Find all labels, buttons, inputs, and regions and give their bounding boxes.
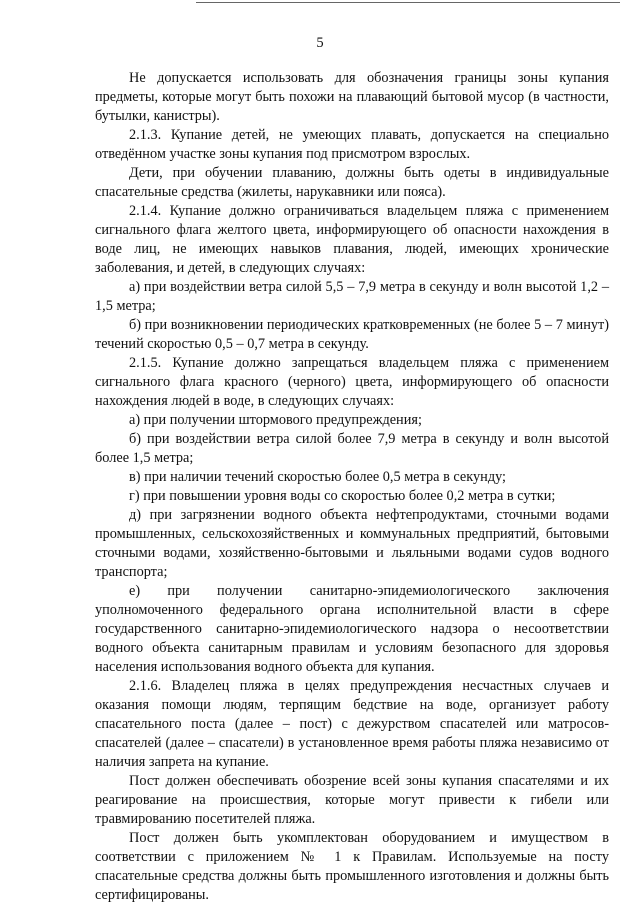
top-border-line [196, 2, 620, 3]
paragraph: 2.1.3. Купание детей, не умеющих плавать, допускается на специально отведённом участке зоны купания под присмотром взрослых. [95, 127, 609, 162]
paragraph: Пост должен обеспечивать обозрение всей зоны купания спасателями и их реагирование на происшествия, которые могут привести к гибели или травмированию посетителей пляжа. [95, 773, 609, 827]
paragraph: Дети, при обучении плаванию, должны быть одеты в индивидуальные спасательные средства (жилеты, нарукавники или пояса). [95, 165, 609, 200]
paragraph: а) при воздействии ветра силой 5,5 – 7,9 метра в секунду и волн высотой 1,2 – 1,5 метра; [95, 279, 609, 314]
paragraph: б) при возникновении периодических кратковременных (не более 5 – 7 минут) течений скоростью 0,5 – 0,7 метра в секунду. [95, 317, 609, 352]
paragraph: д) при загрязнении водного объекта нефтепродуктами, сточными водами промышленных, сельскохозяйственных и коммунальных предприятий, бытовыми сточными водами, хозяйственно-бытовыми и льяльными водами судов водного транспорта; [95, 507, 609, 580]
paragraph: 2.1.4. Купание должно ограничиваться владельцем пляжа с применением сигнального флага желтого цвета, информирующего об опасности нахождения в воде лиц, не имеющих навыков плавания, людей, имеющих хронические заболевания, и детей, в следующих случаях: [95, 203, 609, 276]
paragraph: 2.1.6. Владелец пляжа в целях предупреждения несчастных случаев и оказания помощи людям, терпящим бедствие на воде, организует работу спасательного поста (далее – пост) с дежурством спасателей или матросов-спасателей (далее – спасатели) в установленное время работы пляжа независимо от наличия запрета на купание. [95, 678, 609, 770]
paragraph: Не допускается использовать для обозначения границы зоны купания предметы, которые могут быть похожи на плавающий бытовой мусор (в частности, бутылки, канистры). [95, 70, 609, 124]
document-body [95, 69, 609, 905]
paragraph: е) при получении санитарно-эпидемиологического заключения уполномоченного федерального органа исполнительной власти в сфере государственного санитарно-эпидемиологического надзора о несоответствии водного объекта санитарным правилам и условиям безопасного для здоровья населения использования водного объекта для купания. [95, 583, 609, 675]
paragraph: г) при повышении уровня воды со скоростью более 0,2 метра в сутки; [129, 488, 556, 504]
paragraph: в) при наличии течений скоростью более 0,5 метра в секунду; [129, 469, 507, 485]
paragraph: Пост должен быть укомплектован оборудованием и имуществом в соответствии с приложением № 1 к Правилам. Используемые на посту спасательные средства должны быть промышленного изготовления и должны быть сертифицированы. [95, 830, 609, 903]
paragraph: б) при воздействии ветра силой более 7,9 метра в секунду и волн высотой более 1,5 метра; [95, 431, 609, 466]
page-number: 5 [316, 35, 324, 51]
paragraph: 2.1.5. Купание должно запрещаться владельцем пляжа с применением сигнального флага красного (черного) цвета, информирующего об опасности нахождения людей в воде, в следующих случаях: [95, 355, 609, 409]
paragraph: а) при получении штормового предупреждения; [129, 412, 422, 428]
